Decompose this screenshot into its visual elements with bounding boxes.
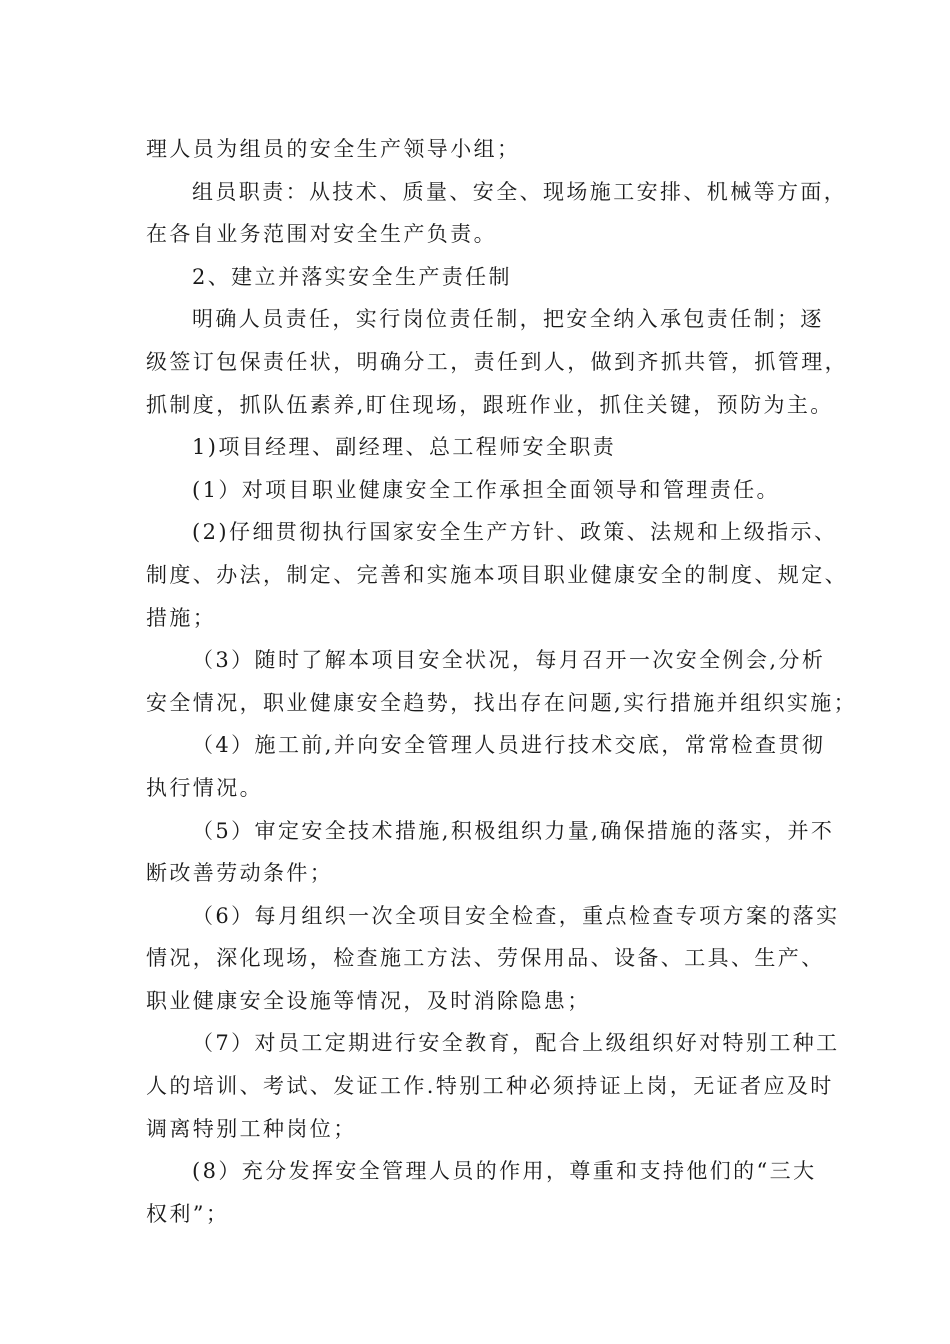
- text-line: 措施；: [146, 605, 217, 630]
- list-item: (8）充分发挥安全管理人员的作用，尊重和支持他们的“三大: [192, 1159, 817, 1184]
- text-line: 安全情况，职业健康安全趋势，找出存在问题,实行措施并组织实施；: [146, 690, 858, 715]
- list-item: (1）对项目职业健康安全工作承担全面领导和管理责任。: [192, 477, 780, 502]
- list-item: （6）每月组织一次全项目安全检查，重点检查专项方案的落实: [192, 903, 840, 928]
- subsection-heading: 1)项目经理、副经理、总工程师安全职责: [192, 435, 617, 460]
- text-line: 人的培训、考试、发证工作.特别工种必须持证上岗，无证者应及时: [146, 1074, 834, 1099]
- text-line: 在各自业务范围对安全生产负责。: [146, 222, 497, 247]
- text-line: 断改善劳动条件；: [146, 861, 334, 886]
- text-line: 抓制度，抓队伍素养,盯住现场，跟班作业，抓住关键，预防为主。: [146, 392, 834, 417]
- section-heading: 2、建立并落实安全生产责任制: [192, 264, 512, 289]
- text-line: 制度、办法，制定、完善和实施本项目职业健康安全的制度、规定、: [146, 562, 848, 587]
- text-line: 权利”；: [146, 1201, 230, 1226]
- text-line: 理人员为组员的安全生产领导小组；: [146, 137, 521, 161]
- text-line: 明确人员责任，实行岗位责任制，把安全纳入承包责任制；逐: [192, 307, 824, 332]
- document-body: [146, 128, 858, 1235]
- text-line: 情况，深化现场，检查施工方法、劳保用品、设备、工具、生产、: [146, 946, 825, 971]
- text-line: 执行情况。: [146, 775, 263, 800]
- list-item: （4）施工前,并向安全管理人员进行技术交底，常常检查贯彻: [192, 733, 826, 758]
- text-line: 职业健康安全设施等情况，及时消除隐患；: [146, 988, 591, 1013]
- text-line: 组员职责：从技术、质量、安全、现场施工安排、机械等方面，: [192, 179, 848, 204]
- text-line: 调离特别工种岗位；: [146, 1116, 357, 1141]
- list-item: （3）随时了解本项目安全状况，每月召开一次安全例会,分析: [192, 648, 826, 673]
- list-item: （7）对员工定期进行安全教育，配合上级组织好对特别工种工: [192, 1031, 840, 1056]
- text-line: 级签订包保责任状，明确分工，责任到人，做到齐抓共管，抓管理，: [146, 349, 848, 374]
- list-item: (2)仔细贯彻执行国家安全生产方针、政策、法规和上级指示、: [192, 520, 838, 545]
- list-item: （5）审定安全技术措施,积极组织力量,确保措施的落实，并不: [192, 818, 835, 843]
